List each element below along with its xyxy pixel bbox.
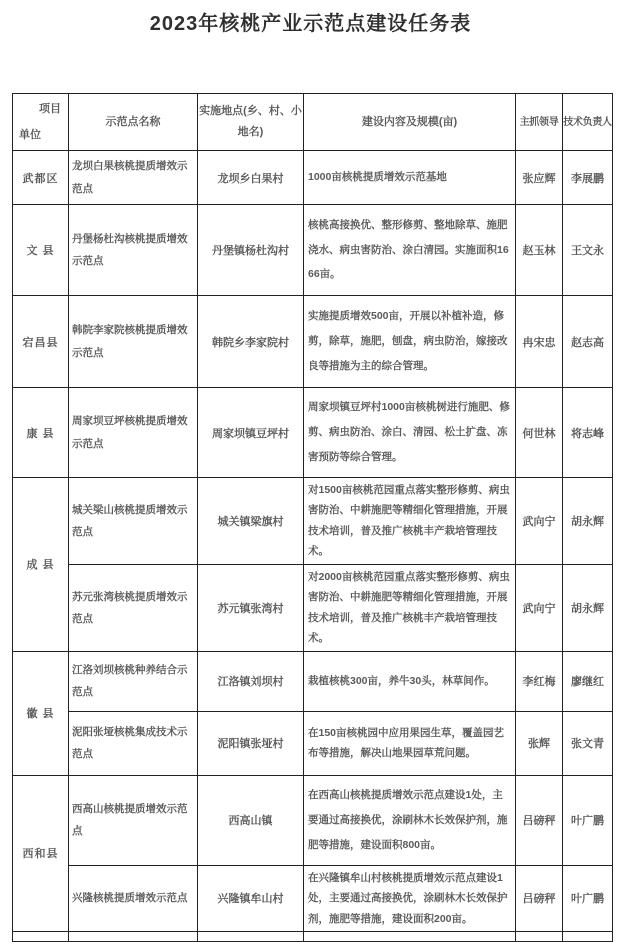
header-leader: 主抓领导 (516, 94, 563, 151)
table-row (13, 651, 613, 711)
header-unit (13, 94, 69, 151)
leader-cell: 吕磅秤 (516, 775, 563, 865)
table-row (13, 151, 613, 205)
tech-cell: 廖继红 (563, 651, 613, 711)
site-cell: 兴隆核桃提质增效示范点 (69, 865, 198, 931)
table-row (13, 711, 613, 775)
unit-cell: 成 县 (13, 478, 69, 652)
content-cell: 在兴隆镇牟山村核桃提质增效示范点建设1处，主要通过高接换优，涂刷林木长效保护剂，施肥等措施，建设面积200亩。 (304, 865, 516, 931)
tech-cell: 赵志高 (563, 296, 613, 388)
page-title: 2023年核桃产业示范点建设任务表 (149, 13, 472, 35)
site-cell: 泥阳张垭核桃集成技术示范点 (69, 711, 198, 775)
table-row (13, 296, 613, 388)
header-unit-line2: 单位 (19, 129, 41, 141)
location-cell: 韩院乡李家院村 (198, 296, 304, 388)
location-cell: 泥阳镇张垭村 (198, 711, 304, 775)
leader-cell: 张应辉 (516, 151, 563, 205)
leader-cell: 冉宋忠 (516, 296, 563, 388)
site-cell: 江洛刘坝核桃种养结合示范点 (69, 651, 198, 711)
table-row (13, 388, 613, 478)
header-tech: 技术负责人 (563, 94, 613, 151)
leader-cell: 武向宁 (516, 478, 563, 565)
location-cell: 丹堡镇杨杜沟村 (198, 205, 304, 296)
unit-cell: 西和县 (13, 775, 69, 931)
leader-cell: 武向宁 (516, 564, 563, 651)
header-location: 实施地点(乡、村、小地名) (198, 94, 304, 151)
unit-cell: 宕昌县 (13, 296, 69, 388)
tech-cell: 叶广鹏 (563, 775, 613, 865)
leader-cell: 吕磅秤 (516, 865, 563, 931)
location-cell: 西高山镇 (198, 775, 304, 865)
content-cell: 在150亩核桃园中应用果园生草，覆盖园艺布等措施，解决山地果园草荒问题。 (304, 711, 516, 775)
content-cell: 在西高山核桃提质增效示范点建设1处，主要通过高接换优，涂刷林木长效保护剂，施肥等措施，建设面积800亩。 (304, 775, 516, 865)
table-row (13, 865, 613, 931)
leader-cell: 何世林 (516, 388, 563, 478)
content-cell: 栽植核桃300亩，养牛30头，林草间作。 (304, 651, 516, 711)
site-cell: 周家坝豆坪核桃提质增效示范点 (69, 388, 198, 478)
site-cell: 西高山核桃提质增效示范点 (69, 775, 198, 865)
unit-cell: 康 县 (13, 388, 69, 478)
location-cell: 苏元镇张湾村 (198, 564, 304, 651)
site-cell: 丹堡杨杜沟核桃提质增效示范点 (69, 205, 198, 296)
content-cell: 对1500亩核桃范园重点落实整形修剪、病虫害防治、中耕施肥等精细化管理措施，开展技术培训，普及推广核桃丰产栽培管理技术。 (304, 478, 516, 565)
tech-cell: 胡永辉 (563, 564, 613, 651)
unit-cell: 徽 县 (13, 651, 69, 775)
header-content: 建设内容及规模(亩) (304, 94, 516, 151)
location-cell: 城关镇梁旗村 (198, 478, 304, 565)
content-cell: 对2000亩核桃范园重点落实整形修剪、病虫害防治、中耕施肥等精细化管理措施，开展技术培训，普及推广核桃丰产栽培管理技术。 (304, 564, 516, 651)
site-cell: 城关梁山核桃提质增效示范点 (69, 478, 198, 565)
leader-cell: 赵玉林 (516, 205, 563, 296)
tech-cell: 李展鹏 (563, 151, 613, 205)
unit-cell: 文 县 (13, 205, 69, 296)
content-cell: 实施提质增效500亩，开展以补植补造，修剪，除草，施肥，刨盘，病虫防治，嫁接改良等措施为主的综合管理。 (304, 296, 516, 388)
location-cell: 周家坝镇豆坪村 (198, 388, 304, 478)
leader-cell: 李红梅 (516, 651, 563, 711)
location-cell: 江洛镇刘坝村 (198, 651, 304, 711)
location-cell: 兴隆镇牟山村 (198, 865, 304, 931)
tech-cell: 张文青 (563, 711, 613, 775)
table-row (13, 478, 613, 565)
tech-cell: 王文永 (563, 205, 613, 296)
site-cell: 苏元张湾核桃提质增效示范点 (69, 564, 198, 651)
content-cell: 核桃高接换优、整形修剪、整地除草、施肥浇水、病虫害防治、涂白清园。实施面积1666亩。 (304, 205, 516, 296)
header-row (13, 94, 613, 151)
unit-cell: 武都区 (13, 151, 69, 205)
tech-cell: 将志峰 (563, 388, 613, 478)
task-table (12, 93, 613, 942)
leader-cell: 张辉 (516, 711, 563, 775)
site-cell: 韩院李家院核桃提质增效示范点 (69, 296, 198, 388)
table-row (13, 564, 613, 651)
content-cell: 周家坝镇豆坪村1000亩核桃树进行施肥、修剪、病虫防治、涂白、清园、松土扩盘、冻害预防等综合管理。 (304, 388, 516, 478)
site-cell: 龙坝白果核桃提质增效示范点 (69, 151, 198, 205)
header-unit-line1: 项目 (39, 102, 61, 115)
tech-cell: 胡永辉 (563, 478, 613, 565)
header-site: 示范点名称 (69, 94, 198, 151)
table-row (13, 205, 613, 296)
tech-cell: 叶广鹏 (563, 865, 613, 931)
location-cell: 龙坝乡白果村 (198, 151, 304, 205)
table-row (13, 775, 613, 865)
content-cell: 1000亩核桃提质增效示范基地 (304, 151, 516, 205)
partial-row (13, 932, 613, 942)
